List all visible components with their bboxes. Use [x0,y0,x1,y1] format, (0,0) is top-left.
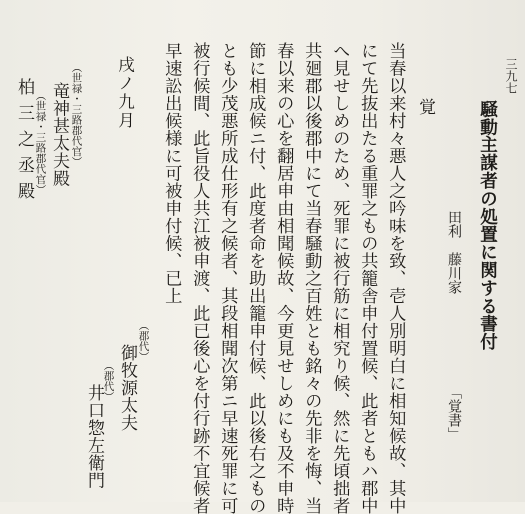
recipient-name: 柏三之丞殿 [14,78,34,208]
body-line: 節に相成候ニ付、此度者命を助出籠申付候、此以後右之もの [245,42,266,514]
body-line: とも少茂悪所成仕形有之候者、其段相聞次第ニ早速死罪に可 [217,42,238,514]
recipient-role: （世禄・三路郡代官） [34,90,47,195]
signer-role: （郡代） [102,360,115,402]
recipient-role: （世禄・三路郡代官） [70,62,83,167]
signer-role: （郡代） [137,320,150,362]
recipient-name: 竜神甚太夫殿 [49,82,69,187]
source-document-name: 「覚書」 [446,385,462,441]
body-line: にて先抜出たる重罪之もの共籠舎申付置候、此者ともハ郡中 [357,42,378,514]
signer-name: 御牧源太夫 [117,344,137,432]
memorandum-heading: 覚 [415,98,435,115]
signer-name: 井口惣左衛門 [84,384,104,489]
body-line: 共廻郡以後郡中にて当春騒動之百姓とも銘々の先非を悔、当 [301,42,322,514]
body-line: 被行候間、此旨役人共江被申渡、此已後心を付行跡不宜候者 [189,42,210,514]
document-date: 戌ノ九月 [115,56,135,130]
body-line: 春以来の心を翻居申由相聞候故、今更見せしめにも及不申時 [273,42,294,514]
page-number: 三九七 [504,58,518,94]
source-attribution: 田利 藤川家 [446,210,462,294]
document-title: 騒動主謀者の処置に関する書付 [477,100,498,351]
body-line: へ見せしめのため、死罪に被行筋に相究り候、然に先頃拙者 [329,42,350,514]
body-line: 当春以来村々悪人之吟味を致、壱人別明白に相知候故、其中 [385,42,406,514]
body-line: 早速訟出候様に可被申付候、已上 [161,42,182,305]
